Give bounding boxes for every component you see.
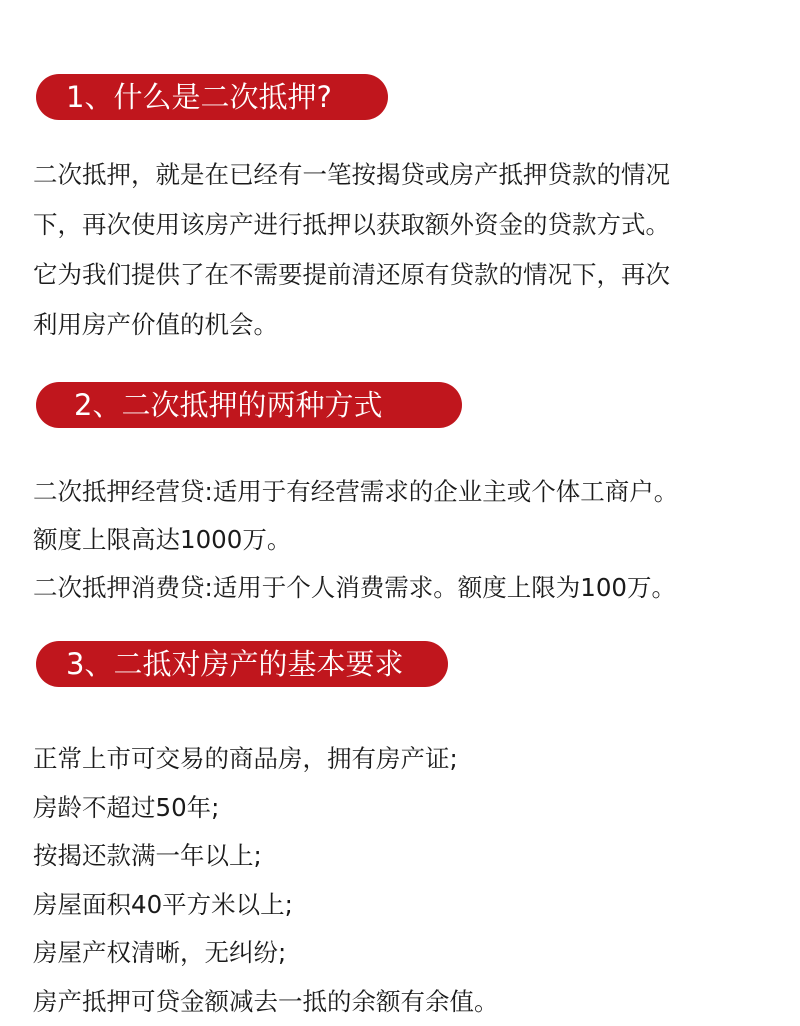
section-1-line-4: 利用房产价值的机会。	[33, 300, 773, 350]
section-1-line-3: 它为我们提供了在不需要提前清还原有贷款的情况下，再次	[33, 250, 773, 300]
section-3-title: 3、二抵对房产的基本要求	[36, 641, 448, 687]
section-2-line-1: 二次抵押经营贷:适用于有经营需求的企业主或个体工商户。	[33, 468, 773, 516]
section-3-line-6: 房产抵押可贷金额减去一抵的余额有余值。	[33, 978, 773, 1026]
section-3-line-3: 按揭还款满一年以上;	[33, 832, 773, 881]
section-2-body	[33, 468, 773, 612]
section-3-line-2: 房龄不超过50年;	[33, 784, 773, 833]
section-3-body	[33, 735, 773, 1026]
section-3-line-5: 房屋产权清晰，无纠纷;	[33, 929, 773, 978]
section-3-line-4: 房屋面积40平方米以上;	[33, 881, 773, 930]
section-1-body	[33, 150, 773, 350]
section-1-title: 1、什么是二次抵押?	[36, 74, 388, 120]
section-3-line-1: 正常上市可交易的商品房，拥有房产证;	[33, 735, 773, 784]
section-1-line-1: 二次抵押，就是在已经有一笔按揭贷或房产抵押贷款的情况	[33, 150, 773, 200]
section-2-title: 2、二次抵押的两种方式	[36, 382, 462, 428]
section-1-line-2: 下，再次使用该房产进行抵押以获取额外资金的贷款方式。	[33, 200, 773, 250]
section-2-line-2: 额度上限高达1000万。	[33, 516, 773, 564]
section-2-line-3: 二次抵押消费贷:适用于个人消费需求。额度上限为100万。	[33, 564, 773, 612]
